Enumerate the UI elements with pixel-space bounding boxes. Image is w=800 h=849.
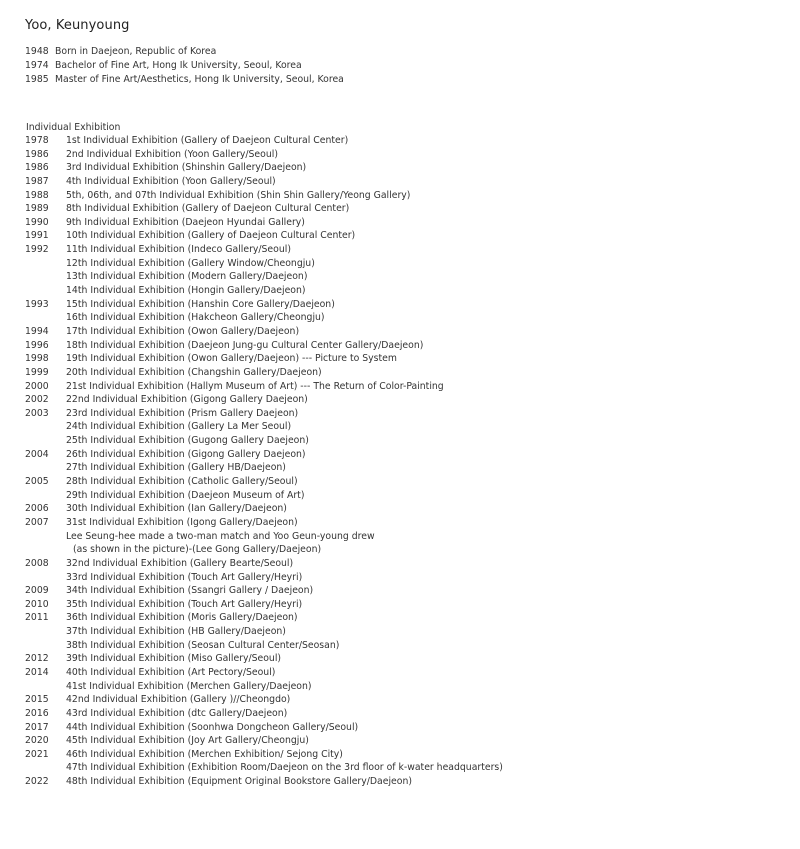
exhibition-year: 1987 — [25, 175, 49, 187]
exhibition-row — [25, 175, 503, 189]
exhibition-row — [25, 598, 503, 612]
exhibition-row — [25, 189, 503, 203]
exhibition-year: 1992 — [25, 244, 49, 256]
exhibition-text: 12th Individual Exhibition (Gallery Window/Cheongju) — [66, 257, 315, 269]
exhibition-text: 9th Individual Exhibition (Daejeon Hyundai Gallery) — [66, 216, 305, 228]
exhibition-year: 2016 — [25, 707, 49, 719]
exhibition-row — [25, 489, 503, 503]
exhibition-year: 1994 — [25, 325, 49, 337]
education-text: Bachelor of Fine Art, Hong Ik University, Seoul, Korea — [55, 60, 302, 71]
exhibition-row — [25, 584, 503, 598]
exhibition-year: 2022 — [25, 776, 49, 788]
exhibition-year: 2015 — [25, 694, 49, 706]
exhibition-text: 5th, 06th, and 07th Individual Exhibition (Shin Shin Gallery/Yeong Gallery) — [66, 189, 411, 201]
exhibition-year: 1991 — [25, 230, 49, 242]
exhibition-text: 11th Individual Exhibition (Indeco Gallery/Seoul) — [66, 244, 291, 256]
exhibition-year: 1993 — [25, 298, 49, 310]
exhibition-year — [25, 270, 66, 284]
education-year: 1985 — [25, 74, 49, 85]
exhibition-text: 16th Individual Exhibition (Hakcheon Gallery/Cheongju) — [66, 312, 325, 324]
exhibition-row — [25, 257, 503, 271]
exhibition-year — [25, 489, 66, 503]
exhibition-year — [25, 680, 66, 694]
exhibition-text: 35th Individual Exhibition (Touch Art Gallery/Heyri) — [66, 598, 303, 610]
exhibition-year: 2002 — [25, 394, 49, 406]
exhibition-row — [25, 325, 503, 339]
exhibition-row — [25, 530, 503, 544]
exhibition-text: 19th Individual Exhibition (Owon Gallery/Daejeon) --- Picture to System — [66, 353, 397, 365]
education-year: 1948 — [25, 46, 49, 57]
exhibition-text: 40th Individual Exhibition (Art Pectory/Seoul) — [66, 666, 276, 678]
exhibition-year — [25, 639, 66, 653]
exhibition-row — [25, 571, 503, 585]
exhibition-year: 2011 — [25, 612, 49, 624]
exhibition-row — [25, 543, 503, 557]
exhibition-text: 37th Individual Exhibition (HB Gallery/Daejeon) — [66, 626, 286, 638]
exhibition-row — [25, 734, 503, 748]
exhibition-row — [25, 461, 503, 475]
exhibition-text: Lee Seung-hee made a two-man match and Yoo Geun-young drew — [66, 530, 375, 542]
exhibition-year — [25, 543, 66, 557]
exhibition-year: 2014 — [25, 666, 49, 678]
exhibition-year: 1998 — [25, 353, 49, 365]
exhibition-row — [25, 352, 503, 366]
exhibition-row — [25, 134, 503, 148]
exhibition-text: 43rd Individual Exhibition (dtc Gallery/Daejeon) — [66, 707, 288, 719]
exhibition-row — [25, 270, 503, 284]
exhibition-row — [25, 761, 503, 775]
education-row — [25, 59, 344, 73]
exhibition-text: 38th Individual Exhibition (Seosan Cultural Center/Seosan) — [66, 639, 340, 651]
exhibition-year: 2003 — [25, 407, 49, 419]
exhibition-year: 2020 — [25, 735, 49, 747]
exhibition-row — [25, 434, 503, 448]
exhibition-text: (as shown in the picture)-(Lee Gong Gallery/Daejeon) — [73, 544, 322, 556]
exhibition-year: 1978 — [25, 135, 49, 146]
education-row — [25, 45, 344, 59]
exhibition-text: 23rd Individual Exhibition (Prism Gallery Daejeon) — [66, 407, 299, 419]
exhibition-row — [25, 366, 503, 380]
exhibition-row — [25, 502, 503, 516]
exhibition-year — [25, 461, 66, 475]
exhibition-year: 2006 — [25, 503, 49, 515]
exhibition-text: 46th Individual Exhibition (Merchen Exhibition/ Sejong City) — [66, 748, 343, 760]
exhibition-row — [25, 693, 503, 707]
exhibition-row — [25, 707, 503, 721]
exhibition-year: 2017 — [25, 721, 49, 733]
exhibition-row — [25, 284, 503, 298]
exhibition-text: 8th Individual Exhibition (Gallery of Daejeon Cultural Center) — [66, 203, 350, 215]
exhibition-row — [25, 202, 503, 216]
exhibition-text: 28th Individual Exhibition (Catholic Gallery/Seoul) — [66, 476, 298, 488]
exhibition-row — [25, 557, 503, 571]
exhibition-row — [25, 666, 503, 680]
exhibition-text: 27th Individual Exhibition (Gallery HB/Daejeon) — [66, 462, 286, 474]
education-year: 1974 — [25, 60, 49, 71]
exhibition-row — [25, 393, 503, 407]
exhibition-year: 2000 — [25, 380, 49, 392]
exhibition-row — [25, 721, 503, 735]
exhibition-text: 2nd Individual Exhibition (Yoon Gallery/Seoul) — [66, 148, 278, 160]
exhibition-year: 2010 — [25, 598, 49, 610]
exhibition-text: 44th Individual Exhibition (Soonhwa Dongcheon Gallery/Seoul) — [66, 721, 359, 733]
exhibition-text: 45th Individual Exhibition (Joy Art Gallery/Cheongju) — [66, 735, 309, 747]
exhibition-text: 24th Individual Exhibition (Gallery La Mer Seoul) — [66, 421, 292, 433]
exhibition-year: 1988 — [25, 189, 49, 201]
exhibition-year: 1989 — [25, 203, 49, 215]
section-title: Individual Exhibition — [26, 122, 121, 133]
education-row — [25, 73, 344, 87]
education-list — [25, 45, 344, 87]
exhibition-year: 2004 — [25, 448, 49, 460]
exhibition-text: 32nd Individual Exhibition (Gallery Bearte/Seoul) — [66, 557, 294, 569]
exhibition-text: 21st Individual Exhibition (Hallym Museum of Art) --- The Return of Color-Painting — [66, 380, 444, 392]
exhibition-year: 1999 — [25, 366, 49, 378]
exhibition-row — [25, 475, 503, 489]
exhibition-row — [25, 516, 503, 530]
exhibition-text: 47th Individual Exhibition (Exhibition Room/Daejeon on the 3rd floor of k-water headquarters) — [66, 762, 503, 774]
exhibition-text: 18th Individual Exhibition (Daejeon Jung-gu Cultural Center Gallery/Daejeon) — [66, 339, 424, 351]
exhibition-text: 20th Individual Exhibition (Changshin Gallery/Daejeon) — [66, 366, 322, 378]
exhibition-row — [25, 229, 503, 243]
exhibition-year: 2021 — [25, 748, 49, 760]
exhibition-text: 31st Individual Exhibition (Igong Gallery/Daejeon) — [66, 516, 298, 528]
exhibition-row — [25, 448, 503, 462]
exhibition-list — [25, 134, 503, 789]
exhibition-text: 25th Individual Exhibition (Gugong Gallery Daejeon) — [66, 435, 309, 447]
exhibition-year: 2008 — [25, 557, 49, 569]
exhibition-row — [25, 625, 503, 639]
exhibition-text: 36th Individual Exhibition (Moris Gallery/Daejeon) — [66, 612, 298, 624]
exhibition-row — [25, 420, 503, 434]
exhibition-text: 13th Individual Exhibition (Modern Gallery/Daejeon) — [66, 271, 308, 283]
exhibition-year: 1986 — [25, 148, 49, 160]
exhibition-year — [25, 761, 66, 775]
exhibition-year: 1996 — [25, 339, 49, 351]
exhibition-text: 39th Individual Exhibition (Miso Gallery/Seoul) — [66, 653, 282, 665]
exhibition-text: 29th Individual Exhibition (Daejeon Museum of Art) — [66, 489, 305, 501]
exhibition-row — [25, 380, 503, 394]
exhibition-text: 15th Individual Exhibition (Hanshin Core Gallery/Daejeon) — [66, 298, 335, 310]
exhibition-text: 33rd Individual Exhibition (Touch Art Gallery/Heyri) — [66, 571, 303, 583]
exhibition-row — [25, 652, 503, 666]
exhibition-year: 2012 — [25, 653, 49, 665]
exhibition-year — [25, 434, 66, 448]
education-text: Master of Fine Art/Aesthetics, Hong Ik University, Seoul, Korea — [55, 74, 344, 85]
exhibition-row — [25, 243, 503, 257]
exhibition-text: 42nd Individual Exhibition (Gallery )//Cheongdo) — [66, 694, 291, 706]
exhibition-row — [25, 298, 503, 312]
education-text: Born in Daejeon, Republic of Korea — [55, 46, 217, 57]
exhibition-text: 10th Individual Exhibition (Gallery of Daejeon Cultural Center) — [66, 230, 356, 242]
exhibition-year: 2005 — [25, 476, 49, 488]
exhibition-year — [25, 257, 66, 271]
exhibition-row — [25, 680, 503, 694]
exhibition-row — [25, 339, 503, 353]
exhibition-text: 34th Individual Exhibition (Ssangri Gallery / Daejeon) — [66, 585, 314, 597]
exhibition-text: 30th Individual Exhibition (Ian Gallery/Daejeon) — [66, 503, 287, 515]
exhibition-text: 48th Individual Exhibition (Equipment Original Bookstore Gallery/Daejeon) — [66, 776, 412, 788]
exhibition-text: 4th Individual Exhibition (Yoon Gallery/Seoul) — [66, 175, 276, 187]
exhibition-row — [25, 311, 503, 325]
exhibition-text: 17th Individual Exhibition (Owon Gallery/Daejeon) — [66, 325, 300, 337]
exhibition-text: 3rd Individual Exhibition (Shinshin Gallery/Daejeon) — [66, 162, 307, 174]
exhibition-year — [25, 311, 66, 325]
exhibition-text: 1st Individual Exhibition (Gallery of Daejeon Cultural Center) — [66, 135, 349, 146]
exhibition-row — [25, 748, 503, 762]
exhibition-year — [25, 530, 66, 544]
exhibition-row — [25, 775, 503, 789]
exhibition-row — [25, 639, 503, 653]
artist-name: Yoo, Keunyoung — [25, 18, 130, 33]
exhibition-year — [25, 571, 66, 585]
exhibition-text: 22nd Individual Exhibition (Gigong Gallery Daejeon) — [66, 394, 308, 406]
exhibition-year — [25, 625, 66, 639]
exhibition-year — [25, 284, 66, 298]
exhibition-year: 1986 — [25, 162, 49, 174]
exhibition-row — [25, 161, 503, 175]
exhibition-row — [25, 216, 503, 230]
exhibition-row — [25, 148, 503, 162]
exhibition-year: 1990 — [25, 216, 49, 228]
exhibition-year: 2007 — [25, 516, 49, 528]
exhibition-text: 14th Individual Exhibition (Hongin Gallery/Daejeon) — [66, 285, 306, 297]
exhibition-row — [25, 611, 503, 625]
exhibition-year — [25, 420, 66, 434]
exhibition-row — [25, 407, 503, 421]
exhibition-text: 41st Individual Exhibition (Merchen Gallery/Daejeon) — [66, 680, 312, 692]
exhibition-text: 26th Individual Exhibition (Gigong Gallery Daejeon) — [66, 448, 306, 460]
exhibition-year: 2009 — [25, 585, 49, 597]
